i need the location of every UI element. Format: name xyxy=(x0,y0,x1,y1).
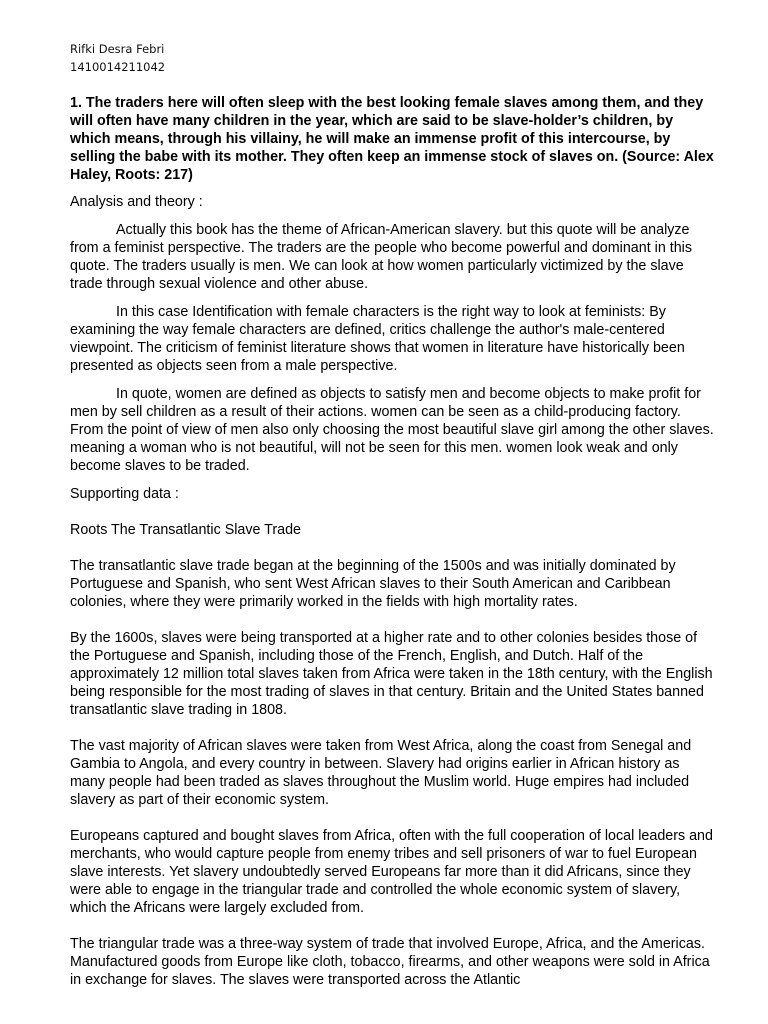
supporting-paragraph: The transatlantic slave trade began at the beginning of the 1500s and was initially dominated by Portuguese and Spanish, who sent West African slaves to their South American and Caribbean colonies, where they were primarily worked in the fields with high mortality rates. xyxy=(70,558,676,610)
supporting-heading: Supporting data : xyxy=(70,486,179,502)
analysis-paragraph: In this case Identification with female characters is the right way to look at feminists: By examining the way female characters are defined, critics challenge the author's male-centered viewpoint. The criticism of feminist literature shows that women in literature have historically been presented as objects seen from a male perspective. xyxy=(70,304,685,374)
document-page xyxy=(70,40,716,1007)
author-block xyxy=(70,40,716,76)
quote-paragraph: 1. The traders here will often sleep with the best looking female slaves among them, and they will often have many children in the year, which are said to be slave-holder’s children, by which means, through his villainy, he will make an immense profit of this intercourse, by selling the babe with its mother. They often keep an immense stock of slaves on. (Source: Alex Haley, Roots: 217) xyxy=(70,95,714,183)
supporting-paragraph: Europeans captured and bought slaves from Africa, often with the full cooperation of local leaders and merchants, who would capture people from enemy tribes and sell prisoners of war to fuel European slave interests. Yet slavery undoubtedly served Europeans far more than it did Africans, since they were able to engage in the triangular trade and controlled the whole economic system of slavery, which the Africans were largely excluded from. xyxy=(70,828,713,916)
student-id: 1410014211042 xyxy=(70,60,166,74)
analysis-paragraph: Actually this book has the theme of African-American slavery. but this quote will be analyze from a feminist perspective. The traders are the people who become powerful and dominant in this quote. The traders usually is men. We can look at how women particularly victimized by the slave trade through sexual violence and other abuse. xyxy=(70,222,692,292)
section-title: Roots The Transatlantic Slave Trade xyxy=(70,522,301,538)
author-name: Rifki Desra Febri xyxy=(70,42,165,56)
supporting-paragraph: The triangular trade was a three-way system of trade that involved Europe, Africa, and the Americas. Manufactured goods from Europe like cloth, tobacco, firearms, and other weapons were sold in Africa in exchange for slaves. The slaves were transported across the Atlantic xyxy=(70,936,710,988)
analysis-paragraph: In quote, women are defined as objects to satisfy men and become objects to make profit for men by sell children as a result of their actions. women can be seen as a child-producing factory. From the point of view of men also only choosing the most beautiful slave girl among the other slaves. meaning a woman who is not beautiful, will not be seen for this men. women look weak and only become slaves to be traded. xyxy=(70,386,714,474)
analysis-heading: Analysis and theory : xyxy=(70,194,203,210)
supporting-paragraph: By the 1600s, slaves were being transported at a higher rate and to other colonies besides those of the Portuguese and Spanish, including those of the French, English, and Dutch. Half of the approximately 12 million total slaves taken from Africa were taken in the 18th century, with the English being responsible for the most trading of slaves in that century. Britain and the United States banned transatlantic slave trading in 1808. xyxy=(70,630,713,718)
supporting-paragraph: The vast majority of African slaves were taken from West Africa, along the coast from Senegal and Gambia to Angola, and every country in between. Slavery had origins earlier in African history as many people had been traded as slaves throughout the Muslim world. Huge empires had included slavery as part of their economic system. xyxy=(70,738,692,808)
